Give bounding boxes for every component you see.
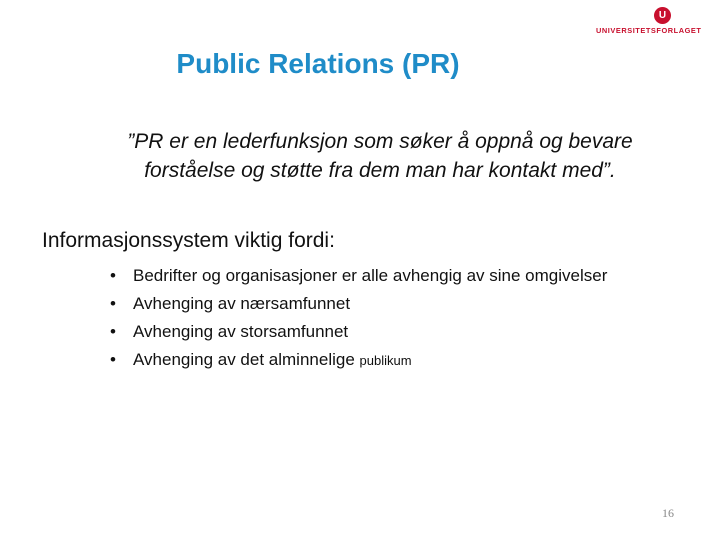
- publisher-logo: [596, 7, 720, 37]
- quote-line-2: forståelse og støtte fra dem man har kontakt med”.: [144, 159, 616, 182]
- list-item-text: Bedrifter og organisasjoner er alle avhengig av sine omgivelser: [133, 266, 608, 285]
- list-item: [110, 262, 607, 290]
- list-item: [110, 290, 607, 318]
- definition-quote: [100, 127, 660, 185]
- quote-line-1: ”PR er en lederfunksjon som søker å oppnå og bevare: [127, 130, 633, 153]
- list-item: [110, 318, 607, 346]
- bullet-list: [110, 262, 607, 375]
- list-item-text: Avhenging av nærsamfunnet: [133, 294, 351, 313]
- bullet-icon: •: [110, 322, 116, 341]
- intro-heading: Informasjonssystem viktig fordi:: [42, 229, 335, 252]
- logo-mark-icon: U: [654, 7, 671, 24]
- bullet-icon: •: [110, 350, 116, 369]
- slide-title-text: Public Relations (PR): [176, 48, 460, 79]
- list-item-text-small: publikum: [359, 353, 412, 368]
- bullet-icon: •: [110, 294, 116, 313]
- list-item: [110, 346, 607, 375]
- bullet-icon: •: [110, 266, 116, 285]
- logo-wordmark: UNIVERSITETSFORLAGET: [596, 26, 702, 35]
- list-item-text: Avhenging av det alminnelige: [133, 350, 360, 369]
- list-item-text: Avhenging av storsamfunnet: [133, 322, 349, 341]
- page-number: 16: [662, 506, 674, 520]
- slide-title: [0, 48, 720, 80]
